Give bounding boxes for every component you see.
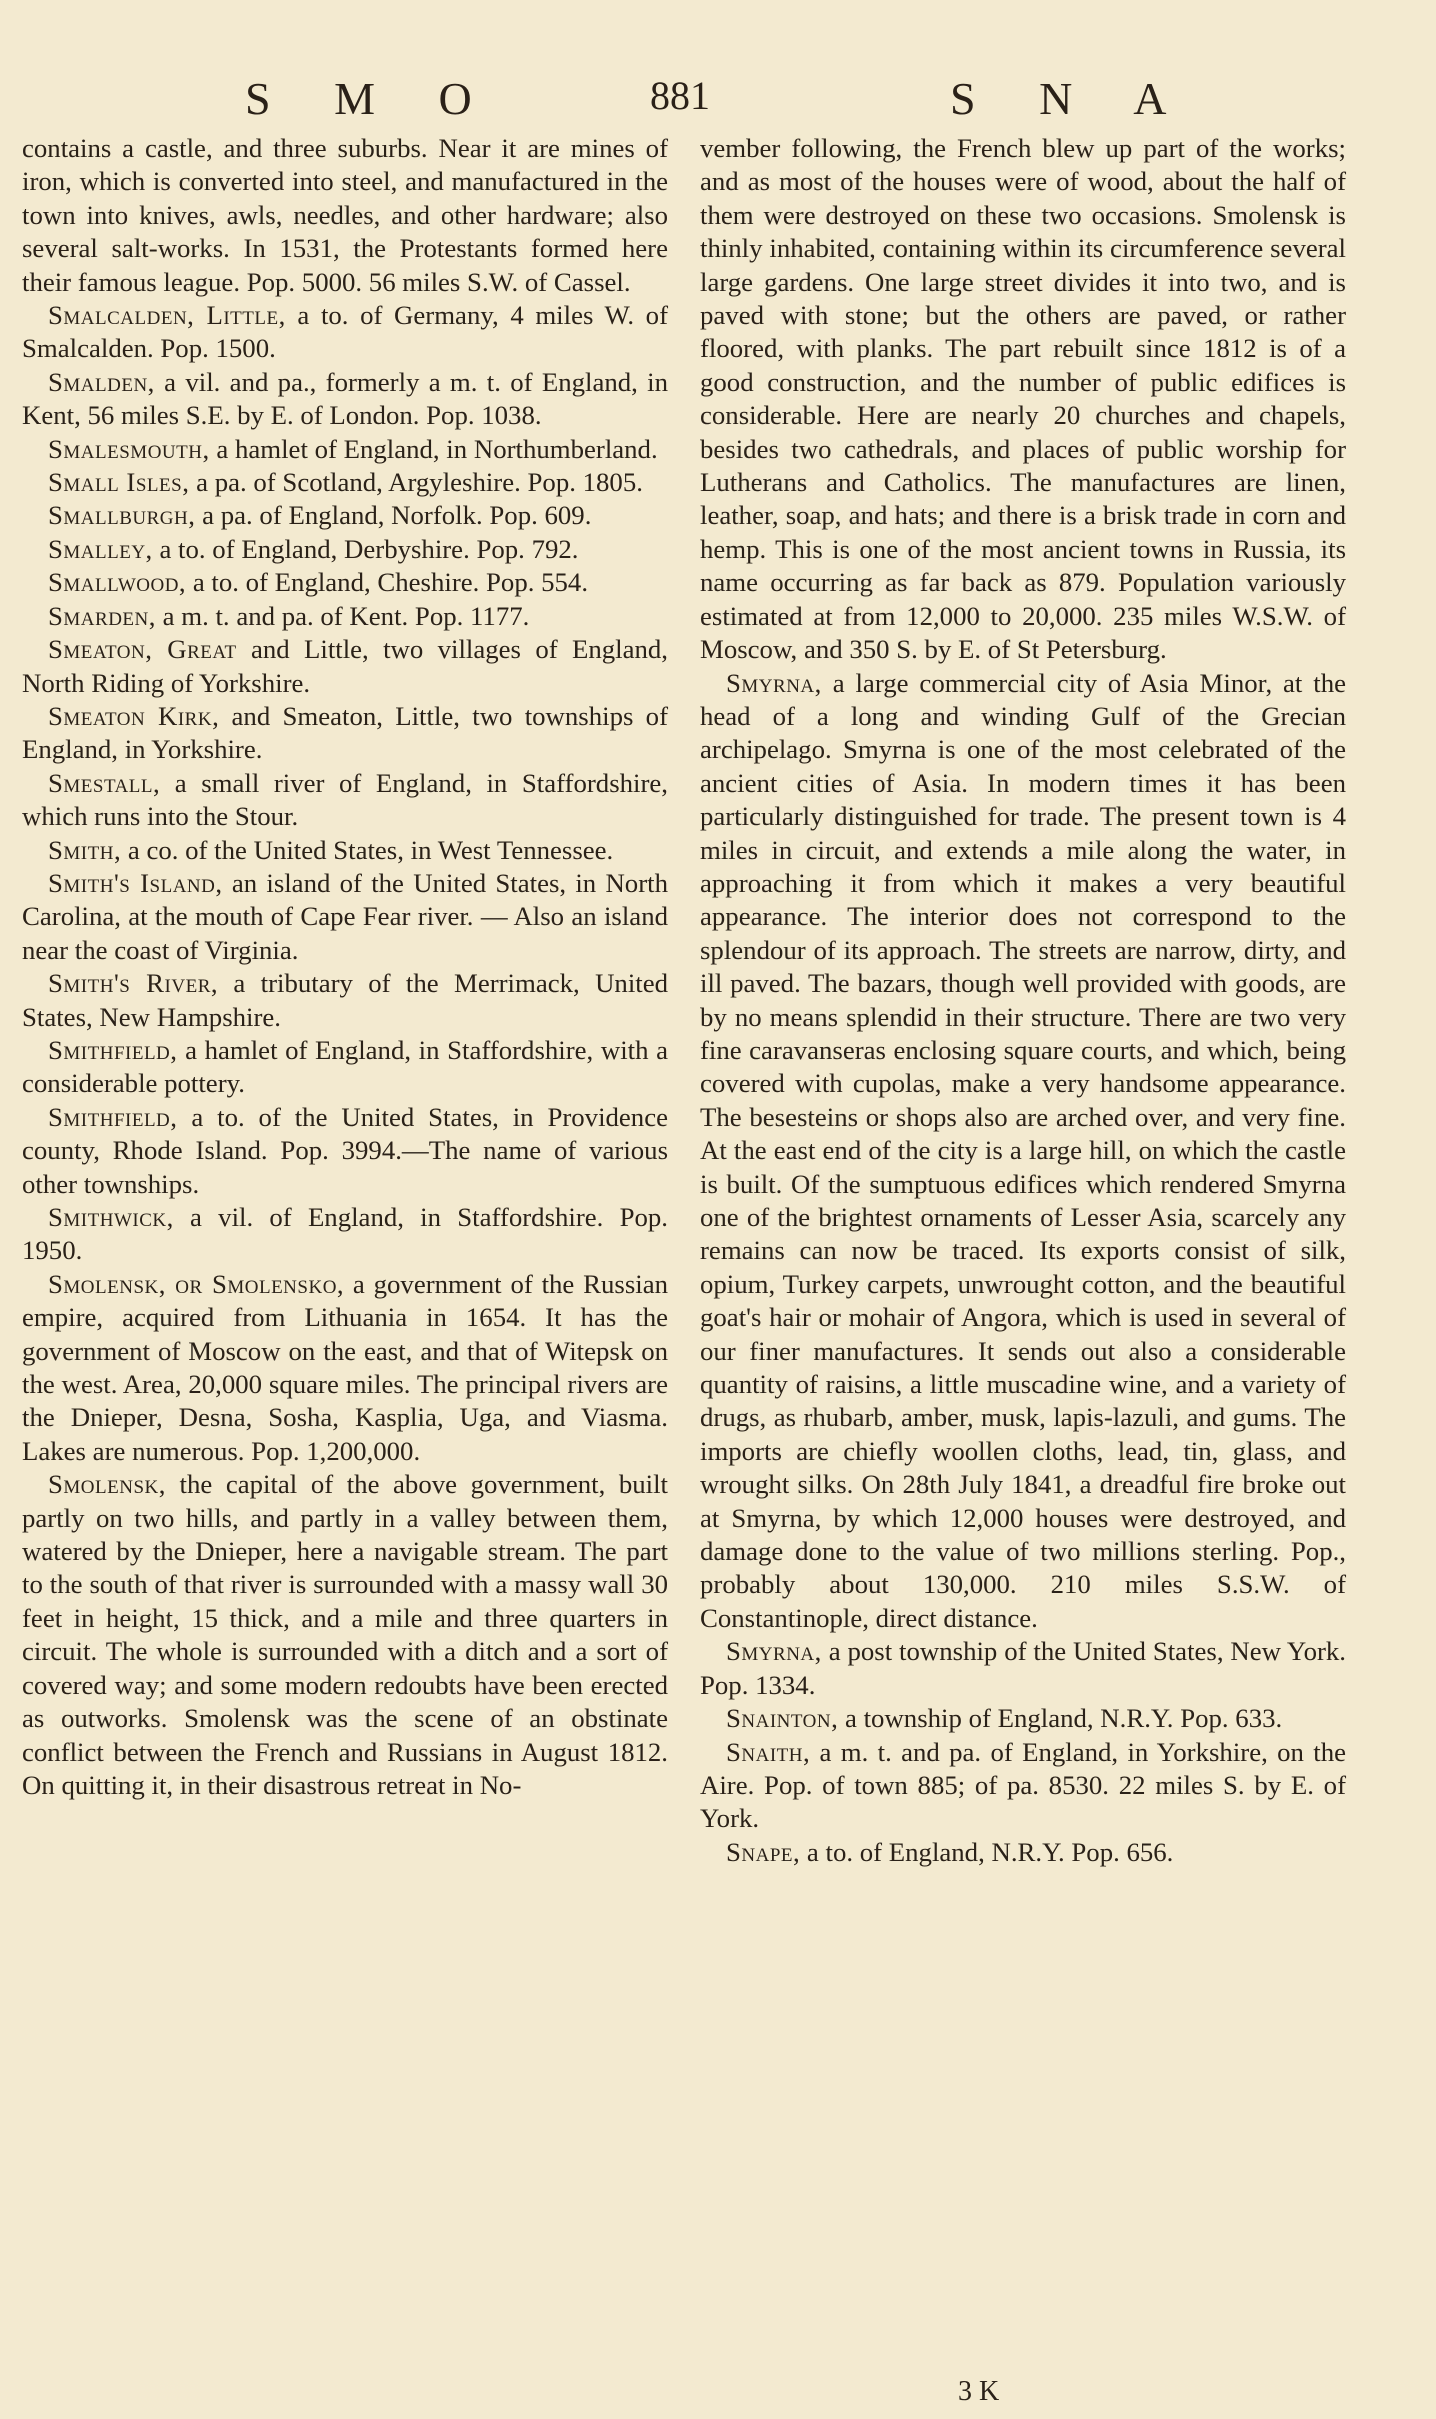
entry-text: an island of the United States, in North Carolina, at the mouth of Cape Fear river. — Also an island near the coast of Virginia.	[22, 867, 668, 965]
gazetteer-entry	[22, 867, 668, 967]
entry-text: a m. t. and pa. of Kent. Pop. 1177.	[155, 600, 530, 631]
entry-headword: Smalesmouth,	[48, 433, 210, 464]
entry-continuation	[22, 132, 668, 299]
gazetteer-entry	[22, 533, 668, 566]
entry-text: a tributary of the Merrimack, United States, New Hampshire.	[22, 968, 669, 1032]
entry-headword: Smyrna,	[726, 1636, 822, 1667]
entry-text: a hamlet of England, in Northumberland.	[209, 433, 658, 464]
entry-text: a to. of Germany, 4 miles W. of Smalcalden. Pop. 1500.	[22, 300, 668, 364]
entry-headword: Smith's River,	[48, 968, 219, 999]
page-number: 881	[650, 73, 710, 118]
gazetteer-entry	[22, 633, 668, 700]
entry-headword: Smyrna,	[726, 667, 822, 698]
gazetteer-entry	[700, 1836, 1346, 1869]
gazetteer-entry	[700, 1635, 1346, 1702]
entry-headword: Snape,	[726, 1836, 801, 1867]
entry-headword: Small Isles,	[48, 467, 190, 498]
gazetteer-entry	[22, 466, 668, 499]
entry-headword: Smallwood,	[48, 567, 187, 598]
entry-text: vember following, the French blew up part of the works; and as most of the houses were of wood, about the half of them were destroyed on these two occasions. Smolensk is thinly inhabited, containing within its circumference several large gardens. One large street divides it into two, and is paved with stone; but the others are paved, or rather floored, with planks. The part rebuilt since 1812 is of a good construction, and the number of public edifices is considerable. Here are nearly 20 churches and chapels, besides two cathedrals, and places of public worship for Lutherans and Catholics. The manufactures are linen, leather, soap, and hats; and there is a brisk trade in corn and hemp. This is one of the most ancient towns in Russia, its name occurring as far back as 879. Population variously estimated at from 12,000 to 20,000. 235 miles W.S.W. of Moscow, and 350 S. by E. of St Petersburg.	[700, 133, 1346, 665]
entry-text: a to. of the United States, in Providence county, Rhode Island. Pop. 3994.—The name of various other townships.	[22, 1101, 668, 1199]
gazetteer-entry	[22, 1468, 668, 1802]
gazetteer-entry	[22, 834, 668, 867]
running-head-left: S M O	[245, 73, 472, 124]
entry-continuation	[700, 132, 1346, 667]
entry-text: and Smeaton, Little, two townships of England, in Yorkshire.	[22, 700, 668, 765]
entry-headword: Smolensk,	[48, 1469, 166, 1500]
entry-text: and Little, two villages of England, North Riding of Yorkshire.	[22, 634, 668, 698]
gazetteer-entry	[700, 1702, 1346, 1735]
entry-text: a vil. of England, in Staffordshire. Pop. 1950.	[22, 1202, 668, 1266]
entry-text: a hamlet of England, in Staffordshire, with a considerable pottery.	[22, 1034, 668, 1099]
entry-text: a pa. of Scotland, Argyleshire. Pop. 1805.	[189, 467, 643, 498]
gazetteer-entry	[22, 433, 668, 466]
entry-text: a pa. of England, Norfolk. Pop. 609.	[195, 500, 592, 531]
signature-mark: 3 K	[958, 2376, 1000, 2407]
entry-headword: Smithfield,	[48, 1034, 178, 1065]
entry-headword: Smeaton Kirk,	[48, 700, 220, 731]
entry-text: a to. of England, N.R.Y. Pop. 656.	[800, 1836, 1174, 1867]
entry-headword: Smalden,	[48, 366, 155, 397]
entry-headword: Smithwick,	[48, 1202, 174, 1232]
entry-headword: Smarden,	[48, 600, 156, 631]
entry-text: a post township of the United States, New York. Pop. 1334.	[700, 1636, 1346, 1700]
gazetteer-entry	[700, 1736, 1346, 1836]
entry-headword: Smalcalden, Little,	[48, 300, 286, 331]
right-column	[700, 132, 1346, 1869]
gazetteer-entry	[22, 1201, 668, 1268]
gazetteer-entry	[700, 667, 1346, 1636]
entry-text: contains a castle, and three suburbs. Near it are mines of iron, which is converted into steel, and manufactured in the town into knives, awls, needles, and other hardware; also several salt-works. In 1531, the Protestants formed here their famous league. Pop. 5000. 56 miles S.W. of Cassel.	[22, 133, 668, 297]
entry-headword: Smalley,	[48, 533, 153, 564]
entry-headword: Smestall,	[48, 767, 161, 798]
entry-headword: Smithfield,	[48, 1101, 178, 1132]
entry-headword: Smith's Island,	[48, 867, 223, 898]
gazetteer-entry	[22, 967, 668, 1034]
gazetteer-entry	[22, 1101, 668, 1201]
gazetteer-entry	[22, 299, 668, 366]
entry-headword: Smith,	[48, 834, 122, 865]
entry-text: a large commercial city of Asia Minor, at the head of a long and winding Gulf of the Grecian archipelago. Smyrna is one of the most celebrated of the ancient cities of Asia. In modern times it has been particularly distinguished for trade. The present town is 4 miles in circuit, and extends a mile along the water, in approaching it from which it makes a very beautiful appearance. The interior does not correspond to the splendour of its approach. The streets are narrow, dirty, and ill paved. The bazars, though well provided with goods, are by no means splendid in their structure. There are two very fine caravanseras enclosing square courts, and which, being covered with cupolas, make a very handsome appearance. The besesteins or shops also are arched over, and very fine. At the east end of the city is a large hill, on which the castle is built. Of the sumptuous edifices which rendered Smyrna one of the brightest ornaments of Lesser Asia, scarcely any remains can now be traced. Its exports consist of silk, opium, Turkey carpets, unwrought cotton, and the beautiful goat's hair or mohair of Angora, which is used in several of our finer manufactures. It sends out also a considerable quantity of raisins, a little muscadine wine, and a variety of drugs, as rhubarb, amber, musk, lapis-lazuli, and gums. The imports are chiefly woollen cloths, lead, tin, glass, and wrought silks. On 28th July 1841, a dreadful fire broke out at Smyrna, by which 12,000 houses were destroyed, and damage done to the value of two millions sterling. Pop., probably about 130,000. 210 miles S.S.W. of Constantinople, direct distance.	[700, 667, 1346, 1633]
gazetteer-entry	[22, 600, 668, 633]
running-head-right: S N A	[950, 73, 1167, 124]
entry-text: a m. t. and pa. of England, in Yorkshire, on the Aire. Pop. of town 885; of pa. 8530. 22 miles S. by E. of York.	[700, 1736, 1346, 1834]
entry-text: a vil. and pa., formerly a m. t. of England, in Kent, 56 miles S.E. by E. of London. Pop. 1038.	[22, 366, 668, 431]
entry-text: a small river of England, in Staffordshire, which runs into the Stour.	[22, 767, 668, 832]
entry-text: a co. of the United States, in West Tennessee.	[121, 834, 614, 865]
entry-text: a to. of England, Derbyshire. Pop. 792.	[152, 533, 579, 564]
entry-text: a government of the Russian empire, acquired from Lithuania in 1654. It has the government of Moscow on the east, and that of Witepsk on the west. Area, 20,000 square miles. The principal rivers are the Dnieper, Desna, Sosha, Kasplia, Uga, and Viasma. Lakes are numerous. Pop. 1,200,000.	[22, 1268, 668, 1466]
left-column	[22, 132, 668, 1802]
entry-headword: Smolensk, or Smolensko,	[48, 1268, 345, 1299]
gazetteer-entry	[22, 566, 668, 599]
entry-headword: Smallburgh,	[48, 500, 196, 531]
gazetteer-entry	[22, 700, 668, 767]
entry-text: the capital of the above government, built partly on two hills, and partly in a valley between them, watered by the Dnieper, here a navigable stream. The part to the south of that river is surrounded with a massy wall 30 feet in height, 15 thick, and a mile and three quarters in circuit. The whole is surrounded with a ditch and a sort of covered way; and some modern redoubts have been erected as outworks. Smolensk was the scene of an obstinate conflict between the French and Russians in August 1812. On quitting it, in their disastrous retreat in No-	[22, 1469, 668, 1800]
entry-text: a to. of England, Cheshire. Pop. 554.	[186, 567, 589, 598]
gazetteer-entry	[22, 1034, 668, 1101]
entry-headword: Snaith,	[726, 1736, 811, 1767]
running-head	[0, 72, 1436, 132]
gazetteer-entry	[22, 767, 668, 834]
entry-text: a township of England, N.R.Y. Pop. 633.	[838, 1703, 1283, 1734]
gazetteer-entry	[22, 1268, 668, 1468]
gazetteer-entry	[22, 499, 668, 532]
entry-headword: Smeaton, Great	[48, 634, 237, 665]
gazetteer-entry	[22, 366, 668, 433]
entry-headword: Snainton,	[726, 1703, 839, 1734]
